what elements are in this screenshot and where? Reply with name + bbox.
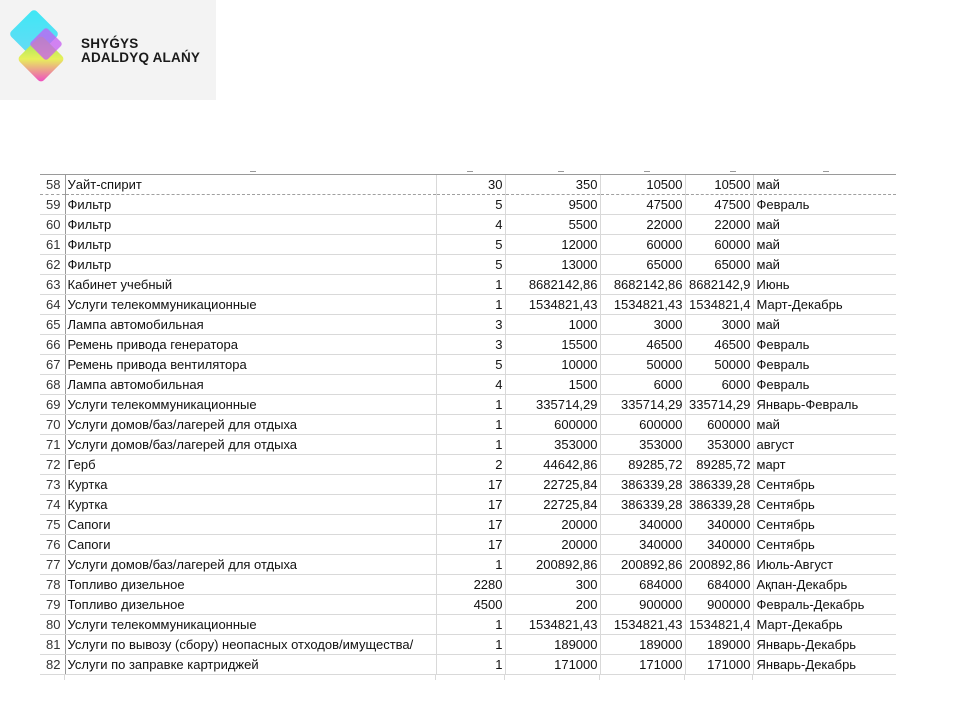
price-cell[interactable]: 10000 — [505, 355, 600, 375]
amount-cell[interactable]: 171000 — [600, 655, 685, 675]
price-cell[interactable]: 20000 — [505, 515, 600, 535]
item-name-cell[interactable]: Услуги домов/баз/лагерей для отдыха — [65, 435, 436, 455]
price-cell[interactable]: 335714,29 — [505, 395, 600, 415]
item-name-cell[interactable]: Услуги по заправке картриджей — [65, 655, 436, 675]
amount-cell[interactable]: 900000 — [600, 595, 685, 615]
amount-cell[interactable]: 340000 — [600, 535, 685, 555]
total-cell[interactable]: 340000 — [685, 515, 753, 535]
item-name-cell[interactable]: Ремень привода генератора — [65, 335, 436, 355]
period-cell[interactable]: Февраль — [753, 195, 896, 215]
item-name-cell[interactable]: Кабинет учебный — [65, 275, 436, 295]
quantity-cell[interactable]: 1 — [436, 555, 505, 575]
quantity-cell[interactable]: 17 — [436, 475, 505, 495]
quantity-cell[interactable]: 1 — [436, 435, 505, 455]
total-cell[interactable]: 600000 — [685, 415, 753, 435]
amount-cell[interactable]: 600000 — [600, 415, 685, 435]
period-cell[interactable]: Февраль — [753, 375, 896, 395]
row-number[interactable]: 59 — [40, 195, 65, 215]
amount-cell[interactable]: 200892,86 — [600, 555, 685, 575]
item-name-cell[interactable]: Куртка — [65, 495, 436, 515]
amount-cell[interactable]: 1534821,43 — [600, 615, 685, 635]
logo-text — [81, 37, 200, 65]
table-row — [40, 355, 896, 375]
price-cell[interactable]: 5500 — [505, 215, 600, 235]
period-cell[interactable]: Январь-Декабрь — [753, 635, 896, 655]
total-cell[interactable]: 50000 — [685, 355, 753, 375]
price-cell[interactable]: 22725,84 — [505, 495, 600, 515]
table-row — [40, 415, 896, 435]
item-name-cell[interactable]: Сапоги — [65, 535, 436, 555]
total-cell[interactable]: 65000 — [685, 255, 753, 275]
item-name-cell[interactable]: Услуги домов/баз/лагерей для отдыха — [65, 415, 436, 435]
table-row — [40, 475, 896, 495]
price-cell[interactable]: 171000 — [505, 655, 600, 675]
row-number[interactable]: 81 — [40, 635, 65, 655]
row-number[interactable]: 73 — [40, 475, 65, 495]
item-name-cell[interactable]: Топливо дизельное — [65, 575, 436, 595]
price-cell[interactable]: 200892,86 — [505, 555, 600, 575]
row-number[interactable]: 78 — [40, 575, 65, 595]
price-cell[interactable]: 600000 — [505, 415, 600, 435]
logo — [0, 0, 216, 100]
price-cell[interactable]: 44642,86 — [505, 455, 600, 475]
item-name-cell[interactable]: Услуги домов/баз/лагерей для отдыха — [65, 555, 436, 575]
amount-cell[interactable]: 189000 — [600, 635, 685, 655]
total-cell[interactable]: 386339,28 — [685, 495, 753, 515]
table-row — [40, 335, 896, 355]
total-cell[interactable]: 386339,28 — [685, 475, 753, 495]
quantity-cell[interactable]: 5 — [436, 255, 505, 275]
table-row — [40, 635, 896, 655]
total-cell[interactable]: 353000 — [685, 435, 753, 455]
period-cell[interactable]: Сентябрь — [753, 535, 896, 555]
amount-cell[interactable]: 6000 — [600, 375, 685, 395]
table-row — [40, 655, 896, 675]
amount-cell[interactable]: 1534821,43 — [600, 295, 685, 315]
amount-cell[interactable]: 22000 — [600, 215, 685, 235]
table-row — [40, 535, 896, 555]
item-name-cell[interactable]: Ремень привода вентилятора — [65, 355, 436, 375]
price-cell[interactable]: 189000 — [505, 635, 600, 655]
table-row — [40, 615, 896, 635]
period-cell[interactable]: май — [753, 315, 896, 335]
period-cell[interactable]: май — [753, 175, 896, 195]
logo-diamond-icon — [8, 10, 74, 90]
amount-cell[interactable]: 335714,29 — [600, 395, 685, 415]
row-number[interactable]: 58 — [40, 175, 65, 195]
period-cell[interactable]: Сентябрь — [753, 475, 896, 495]
period-cell[interactable]: май — [753, 215, 896, 235]
amount-cell[interactable]: 8682142,86 — [600, 275, 685, 295]
price-cell[interactable]: 300 — [505, 575, 600, 595]
row-number[interactable]: 80 — [40, 615, 65, 635]
row-number[interactable]: 64 — [40, 295, 65, 315]
item-name-cell[interactable]: Фильтр — [65, 215, 436, 235]
price-cell[interactable]: 1534821,43 — [505, 295, 600, 315]
price-cell[interactable]: 13000 — [505, 255, 600, 275]
amount-cell[interactable]: 386339,28 — [600, 475, 685, 495]
price-cell[interactable]: 12000 — [505, 235, 600, 255]
item-name-cell[interactable]: Услуги телекоммуникационные — [65, 295, 436, 315]
quantity-cell[interactable]: 3 — [436, 315, 505, 335]
amount-cell[interactable]: 340000 — [600, 515, 685, 535]
quantity-cell[interactable]: 17 — [436, 495, 505, 515]
total-cell[interactable]: 47500 — [685, 195, 753, 215]
row-number[interactable]: 61 — [40, 235, 65, 255]
amount-cell[interactable]: 684000 — [600, 575, 685, 595]
total-cell[interactable]: 6000 — [685, 375, 753, 395]
table-row — [40, 495, 896, 515]
quantity-cell[interactable]: 1 — [436, 295, 505, 315]
period-cell[interactable]: май — [753, 255, 896, 275]
price-cell[interactable]: 15500 — [505, 335, 600, 355]
amount-cell[interactable]: 50000 — [600, 355, 685, 375]
quantity-cell[interactable]: 5 — [436, 355, 505, 375]
total-cell[interactable]: 89285,72 — [685, 455, 753, 475]
total-cell[interactable]: 171000 — [685, 655, 753, 675]
amount-cell[interactable]: 60000 — [600, 235, 685, 255]
row-number[interactable]: 76 — [40, 535, 65, 555]
row-number[interactable]: 82 — [40, 655, 65, 675]
total-cell[interactable]: 335714,29 — [685, 395, 753, 415]
price-cell[interactable]: 9500 — [505, 195, 600, 215]
price-cell[interactable]: 200 — [505, 595, 600, 615]
item-name-cell[interactable]: Лампа автомобильная — [65, 375, 436, 395]
cut-header-row — [40, 160, 896, 175]
period-cell[interactable]: Март-Декабрь — [753, 295, 896, 315]
row-number[interactable]: 60 — [40, 215, 65, 235]
quantity-cell[interactable]: 1 — [436, 395, 505, 415]
total-cell[interactable]: 22000 — [685, 215, 753, 235]
row-number[interactable]: 66 — [40, 335, 65, 355]
table-row — [40, 235, 896, 255]
row-number[interactable]: 65 — [40, 315, 65, 335]
table-row — [40, 315, 896, 335]
table-row — [40, 215, 896, 235]
table-row — [40, 195, 896, 215]
period-cell[interactable]: Январь-Февраль — [753, 395, 896, 415]
period-cell[interactable]: Февраль-Декабрь — [753, 595, 896, 615]
total-cell[interactable]: 189000 — [685, 635, 753, 655]
row-number[interactable]: 77 — [40, 555, 65, 575]
item-name-cell[interactable]: Фильтр — [65, 195, 436, 215]
period-cell[interactable]: Март-Декабрь — [753, 615, 896, 635]
price-cell[interactable]: 20000 — [505, 535, 600, 555]
logo-line-1: SHYǴYS — [81, 36, 139, 51]
row-number[interactable]: 71 — [40, 435, 65, 455]
row-number[interactable]: 68 — [40, 375, 65, 395]
item-name-cell[interactable]: Сапоги — [65, 515, 436, 535]
quantity-cell[interactable]: 17 — [436, 515, 505, 535]
amount-cell[interactable]: 353000 — [600, 435, 685, 455]
total-cell[interactable]: 1534821,4 — [685, 295, 753, 315]
table-row — [40, 595, 896, 615]
row-number[interactable]: 69 — [40, 395, 65, 415]
period-cell[interactable]: Сентябрь — [753, 515, 896, 535]
quantity-cell[interactable]: 17 — [436, 535, 505, 555]
table-row — [40, 455, 896, 475]
table-row — [40, 555, 896, 575]
total-cell[interactable]: 900000 — [685, 595, 753, 615]
amount-cell[interactable]: 47500 — [600, 195, 685, 215]
total-cell[interactable]: 3000 — [685, 315, 753, 335]
table-row — [40, 255, 896, 275]
total-cell[interactable]: 340000 — [685, 535, 753, 555]
quantity-cell[interactable]: 4 — [436, 375, 505, 395]
total-cell[interactable]: 200892,86 — [685, 555, 753, 575]
item-name-cell[interactable]: Фильтр — [65, 235, 436, 255]
cut-bottom-row — [40, 675, 896, 680]
amount-cell[interactable]: 65000 — [600, 255, 685, 275]
period-cell[interactable]: март — [753, 455, 896, 475]
row-number[interactable]: 62 — [40, 255, 65, 275]
quantity-cell[interactable]: 1 — [436, 655, 505, 675]
quantity-cell[interactable]: 2280 — [436, 575, 505, 595]
item-name-cell[interactable]: Лампа автомобильная — [65, 315, 436, 335]
table-row — [40, 295, 896, 315]
total-cell[interactable]: 46500 — [685, 335, 753, 355]
row-number[interactable]: 63 — [40, 275, 65, 295]
quantity-cell[interactable]: 5 — [436, 195, 505, 215]
period-cell[interactable]: Январь-Декабрь — [753, 655, 896, 675]
amount-cell[interactable]: 3000 — [600, 315, 685, 335]
row-number[interactable]: 72 — [40, 455, 65, 475]
period-cell[interactable]: май — [753, 415, 896, 435]
period-cell[interactable]: Июнь — [753, 275, 896, 295]
quantity-cell[interactable]: 4 — [436, 215, 505, 235]
table-row — [40, 575, 896, 595]
price-cell[interactable]: 22725,84 — [505, 475, 600, 495]
price-cell[interactable]: 350 — [505, 175, 600, 195]
total-cell[interactable]: 1534821,4 — [685, 615, 753, 635]
period-cell[interactable]: Ақпан-Декабрь — [753, 575, 896, 595]
spreadsheet — [40, 160, 896, 680]
row-number[interactable]: 75 — [40, 515, 65, 535]
quantity-cell[interactable]: 4500 — [436, 595, 505, 615]
quantity-cell[interactable]: 3 — [436, 335, 505, 355]
procurement-table — [40, 175, 896, 675]
period-cell[interactable]: Сентябрь — [753, 495, 896, 515]
price-cell[interactable]: 8682142,86 — [505, 275, 600, 295]
table-row — [40, 175, 896, 195]
table-row — [40, 375, 896, 395]
table-row — [40, 435, 896, 455]
total-cell[interactable]: 8682142,9 — [685, 275, 753, 295]
item-name-cell[interactable]: Услуги телекоммуникационные — [65, 395, 436, 415]
item-name-cell[interactable]: Услуги по вывозу (сбору) неопасных отходов/имущества/ — [65, 635, 436, 655]
amount-cell[interactable]: 386339,28 — [600, 495, 685, 515]
total-cell[interactable]: 684000 — [685, 575, 753, 595]
row-number[interactable]: 70 — [40, 415, 65, 435]
logo-line-2: ADALDYQ ALAŃY — [81, 50, 201, 65]
quantity-cell[interactable]: 2 — [436, 455, 505, 475]
row-number[interactable]: 74 — [40, 495, 65, 515]
item-name-cell[interactable]: Куртка — [65, 475, 436, 495]
table-row — [40, 395, 896, 415]
quantity-cell[interactable]: 30 — [436, 175, 505, 195]
period-cell[interactable]: май — [753, 235, 896, 255]
period-cell[interactable]: август — [753, 435, 896, 455]
period-cell[interactable]: Февраль — [753, 335, 896, 355]
total-cell[interactable]: 60000 — [685, 235, 753, 255]
table-row — [40, 515, 896, 535]
period-cell[interactable]: Февраль — [753, 355, 896, 375]
quantity-cell[interactable]: 1 — [436, 635, 505, 655]
row-number[interactable]: 67 — [40, 355, 65, 375]
row-number[interactable]: 79 — [40, 595, 65, 615]
amount-cell[interactable]: 46500 — [600, 335, 685, 355]
item-name-cell[interactable]: Услуги телекоммуникационные — [65, 615, 436, 635]
total-cell[interactable]: 10500 — [685, 175, 753, 195]
quantity-cell[interactable]: 1 — [436, 275, 505, 295]
quantity-cell[interactable]: 5 — [436, 235, 505, 255]
item-name-cell[interactable]: Уайт-спирит — [65, 175, 436, 195]
item-name-cell[interactable]: Герб — [65, 455, 436, 475]
price-cell[interactable]: 1000 — [505, 315, 600, 335]
amount-cell[interactable]: 10500 — [600, 175, 685, 195]
quantity-cell[interactable]: 1 — [436, 615, 505, 635]
price-cell[interactable]: 353000 — [505, 435, 600, 455]
price-cell[interactable]: 1500 — [505, 375, 600, 395]
price-cell[interactable]: 1534821,43 — [505, 615, 600, 635]
amount-cell[interactable]: 89285,72 — [600, 455, 685, 475]
period-cell[interactable]: Июль-Август — [753, 555, 896, 575]
item-name-cell[interactable]: Фильтр — [65, 255, 436, 275]
item-name-cell[interactable]: Топливо дизельное — [65, 595, 436, 615]
quantity-cell[interactable]: 1 — [436, 415, 505, 435]
table-row — [40, 275, 896, 295]
